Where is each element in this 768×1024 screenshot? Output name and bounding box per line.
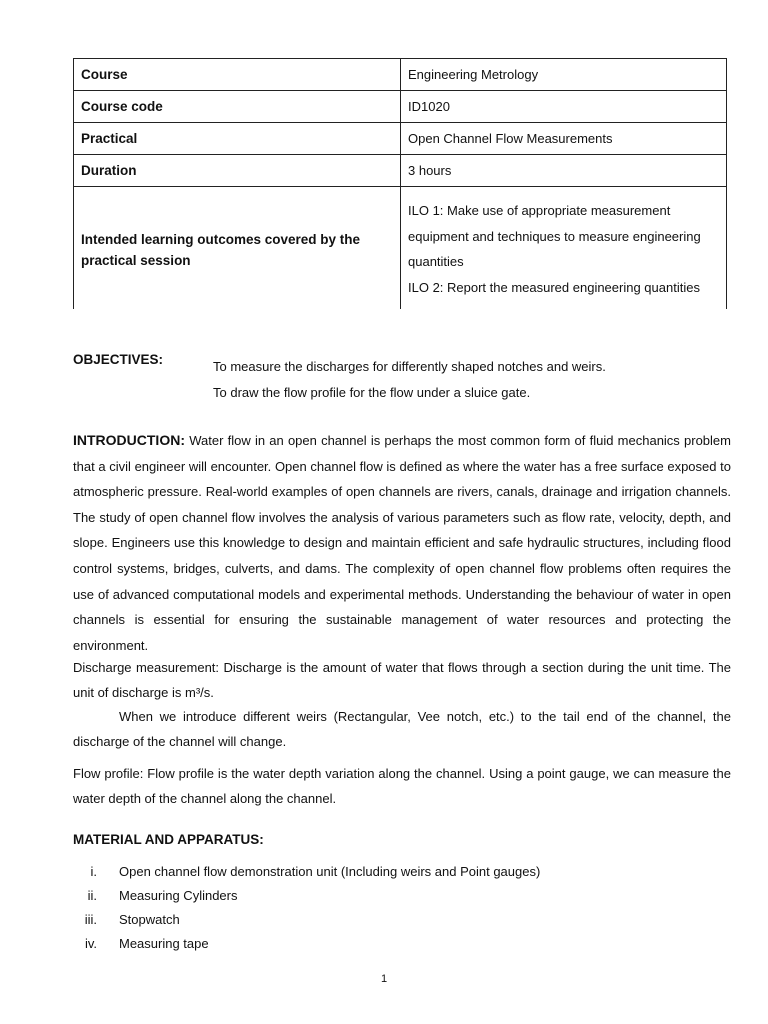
course-info-table [73, 58, 727, 309]
list-number: ii. [87, 888, 97, 903]
ilo-line: quantities [408, 254, 464, 269]
list-number: iii. [84, 912, 97, 927]
row-value: ID1020 [401, 91, 727, 123]
materials-list [73, 860, 673, 956]
objective-item: To draw the flow profile for the flow under a sluice gate. [213, 385, 531, 400]
flow-profile-paragraph [73, 762, 731, 811]
materials-heading: MATERIAL AND APPARATUS: [73, 832, 264, 847]
ilo-line: equipment and techniques to measure engineering [408, 228, 701, 244]
list-item [73, 860, 673, 884]
ilo-label: Intended learning outcomes covered by the practical session [74, 187, 401, 310]
discharge-followup-paragraph: When we introduce different weirs (Rectangular, Vee notch, etc.) to the tail end of the channel, the discharge of the channel will change. [73, 709, 731, 749]
list-text: Measuring Cylinders [119, 888, 238, 903]
page-number: 1 [380, 973, 388, 985]
ilo-line: ILO 2: Report the measured engineering quantities [408, 279, 700, 295]
ilo-value [401, 187, 727, 310]
list-number: i. [90, 864, 97, 879]
row-value: Engineering Metrology [401, 59, 727, 91]
discharge-term: Discharge measurement: [73, 660, 220, 675]
row-label: Practical [74, 123, 401, 155]
objective-item: To measure the discharges for differently shaped notches and weirs. [213, 359, 606, 374]
flow-profile-term: Flow profile: [73, 766, 144, 781]
row-label: Duration [74, 155, 401, 187]
row-value: 3 hours [401, 155, 727, 187]
row-value: Open Channel Flow Measurements [401, 123, 727, 155]
ilo-line: ILO 1: Make use of appropriate measurement [408, 203, 671, 218]
introduction-text: Water flow in an open channel is perhaps the most common form of fluid mechanics problem that a civil engineer will encounter. Open channel flow is defined as where the water has a free surface exposed to atmospheric pressure. Real-world examples of open channels are rivers, canals, drainage and irrigation channels. The study of open channel flow involves the analysis of various parameters such as flow rate, velocity, depth, and slope. Engineers use this knowledge to design and maintain efficient and safe hydraulic structures, including flood control systems, bridges, culverts, and dams. The complexity of open channel flow problems often requires the use of advanced computational models and experimental methods. Understanding the behaviour of water in open channels is essential for ensuring the sustainable management of water resources and protecting the environment. [73, 433, 731, 653]
objectives-heading: OBJECTIVES: [73, 352, 164, 367]
discharge-paragraph [73, 656, 731, 705]
table-row-ilo [74, 187, 727, 310]
row-label: Course code [74, 91, 401, 123]
table-row [74, 155, 727, 187]
list-item [73, 884, 673, 908]
row-label: Course [74, 59, 401, 91]
discharge-text: Discharge is the amount of water that flows through a section during the unit time. The unit of discharge is m³/s. [73, 660, 731, 700]
table-row [74, 59, 727, 91]
list-text: Stopwatch [119, 912, 180, 927]
flow-profile-text: Flow profile is the water depth variation along the channel. Using a point gauge, we can measure the water depth of the channel along the channel. [73, 766, 731, 806]
list-item [73, 932, 673, 956]
table-row [74, 123, 727, 155]
list-item [73, 908, 673, 932]
table-row [74, 91, 727, 123]
introduction-heading: INTRODUCTION: [73, 432, 185, 448]
list-text: Open channel flow demonstration unit (Including weirs and Point gauges) [119, 864, 541, 879]
introduction-paragraph [73, 428, 731, 658]
list-text: Measuring tape [119, 936, 209, 951]
list-number: iv. [84, 936, 97, 951]
